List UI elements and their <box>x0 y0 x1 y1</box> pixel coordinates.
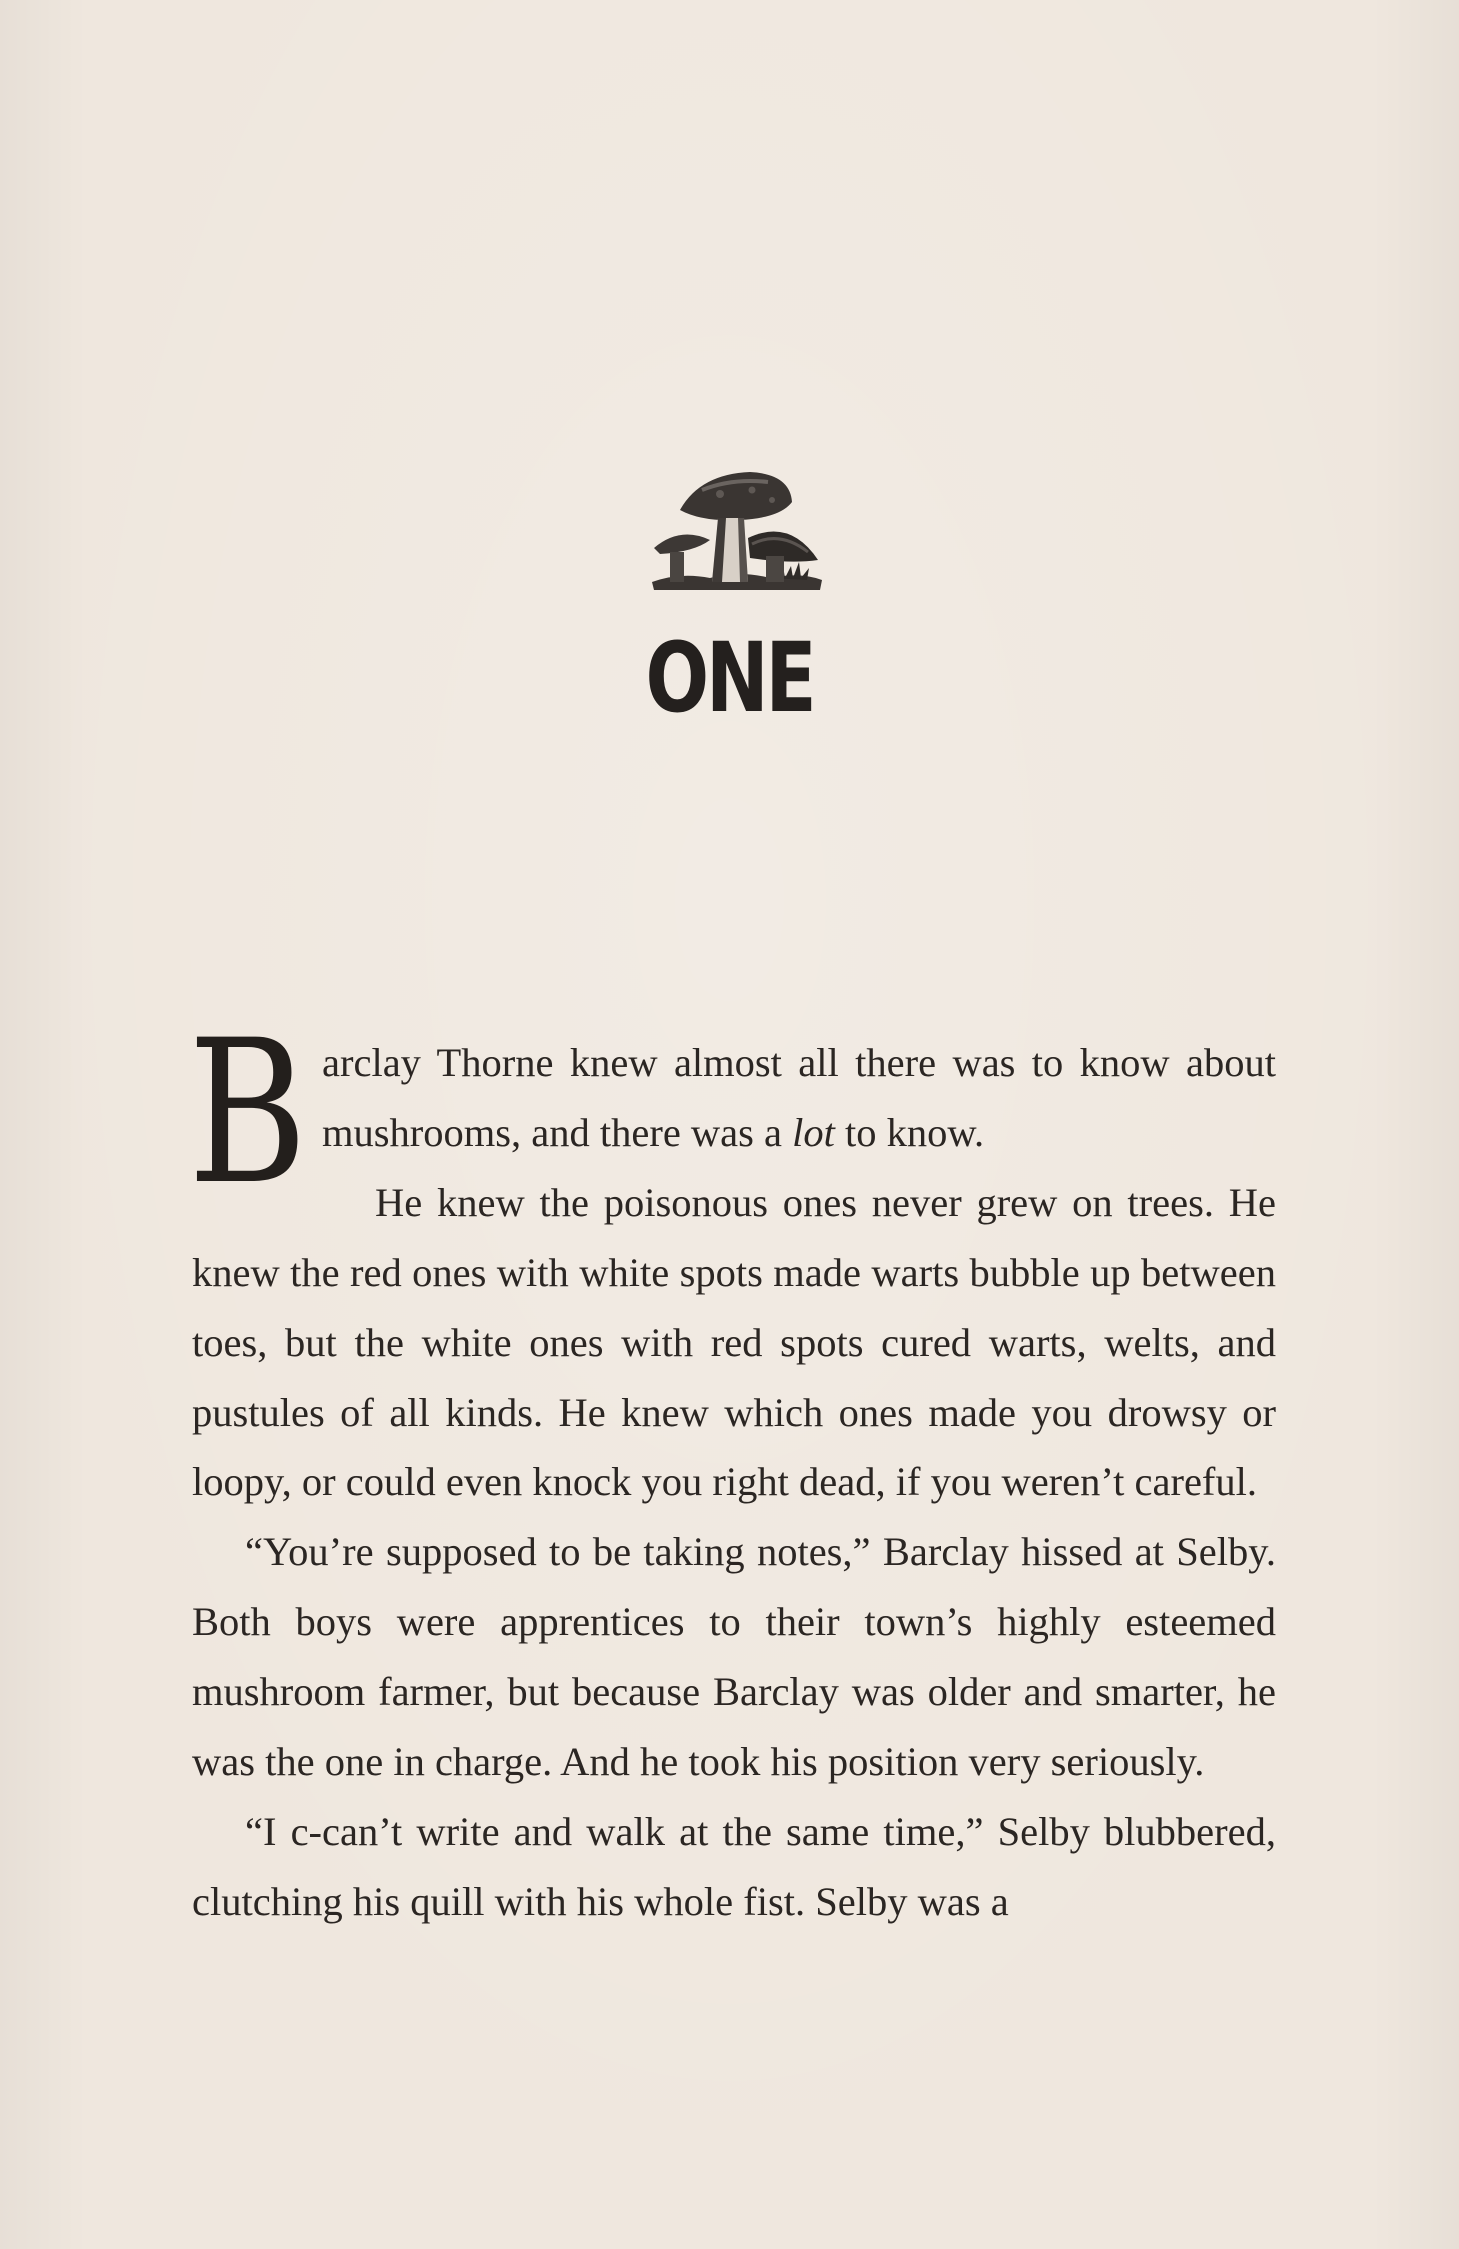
chapter-title: ONE <box>645 622 814 734</box>
paragraph-1-text-a: arclay Thorne knew almost all there was to know about mushrooms, and there was a <box>322 1040 1276 1155</box>
chapter-body <box>188 997 1276 1937</box>
paragraph-3: “You’re supposed to be taking notes,” Barclay hissed at Selby. Both boys were apprentices to their town’s highly esteemed mushroom farmer, but because Barclay was older and smarter, he was the one in charge. And he took his position very seriously. <box>192 1529 1276 1785</box>
paragraph-1-text-b: to know. <box>834 1109 985 1155</box>
paragraph-2: He knew the poisonous ones never grew on trees. He knew the red ones with white spots made warts bubble up between toes, but the white ones with red spots cured warts, welts, and pustules of all kinds. He knew which ones made you drowsy or loopy, or could even knock you right dead, if you weren’t careful. <box>192 1179 1276 1505</box>
mushroom-cluster-icon <box>640 460 830 595</box>
drop-cap: B <box>188 997 308 1228</box>
paragraph-4: “I c-can’t write and walk at the same time,” Selby blubbered, clutching his quill with his whole fist. Selby was a <box>192 1808 1276 1924</box>
paragraph-1 <box>188 997 1276 1228</box>
emphasized-word: lot <box>792 1109 835 1155</box>
